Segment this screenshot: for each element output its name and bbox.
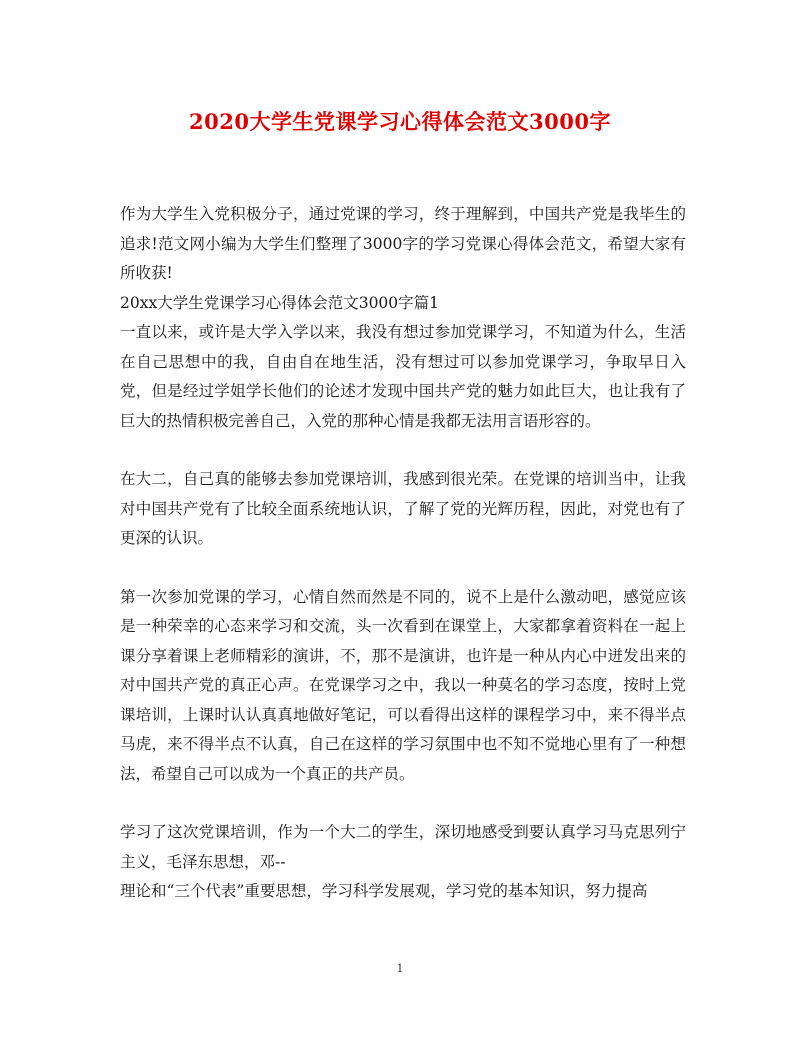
paragraph-spacer	[120, 789, 686, 818]
page-number: 1	[396, 962, 404, 975]
body-paragraph-1: 一直以来，或许是大学入学以来，我没有想过参加党课学习，不知道为什么，生活在自己思想中的我，自由自在地生活，没有想过可以参加党课学习，争取早日入党，但是经过学姐学长他们的论述才发现中国共产党的魅力如此巨大，也让我有了巨大的热情积极完善自己，入党的那种心情是我都无法用言语形容的。	[120, 323, 686, 430]
paragraph-spacer	[120, 436, 686, 465]
section-heading: 20xx大学生党课学习心得体会范文3000字篇1	[120, 293, 440, 312]
intro-paragraph: 作为大学生入党积极分子，通过党课的学习，终于理解到，中国共产党是我毕生的追求!范文网小编为大学生们整理了3000字的学习党课心得体会范文，希望大家有所收获!	[120, 205, 686, 282]
document-title: 2020大学生党课学习心得体会范文3000字	[189, 109, 611, 134]
body-paragraph-2: 在大二，自己真的能够去参加党课培训，我感到很光荣。在党课的培训当中，让我对中国共产党有了比较全面系统地认识，了解了党的光辉历程，因此，对党也有了更深的认识。	[120, 470, 686, 547]
paragraph-spacer	[120, 554, 686, 583]
document-body	[120, 200, 686, 907]
body-paragraph-4: 学习了这次党课培训，作为一个大二的学生，深切地感受到要认真学习马克思列宁主义，毛泽东思想，邓--	[120, 823, 686, 871]
body-paragraph-3: 第一次参加党课的学习，心情自然而然是不同的，说不上是什么激动吧，感觉应该是一种荣幸的心态来学习和交流，头一次看到在课堂上，大家都拿着资料在一起上课分享着课上老师精彩的演讲，不，那不是演讲，也许是一种从内心中迸发出来的对中国共产党的真正心声。在党课学习之中，我以一种莫名的学习态度，按时上党课培训，上课时认认真真地做好笔记，可以看得出这样的课程学习中，来不得半点马虎，来不得半点不认真，自己在这样的学习氛围中也不知不觉地心里有了一种想法，希望自己可以成为一个真正的共产员。	[120, 587, 686, 783]
body-paragraph-5: 理论和“三个代表”重要思想，学习科学发展观，学习党的基本知识，努力提高	[120, 882, 648, 900]
